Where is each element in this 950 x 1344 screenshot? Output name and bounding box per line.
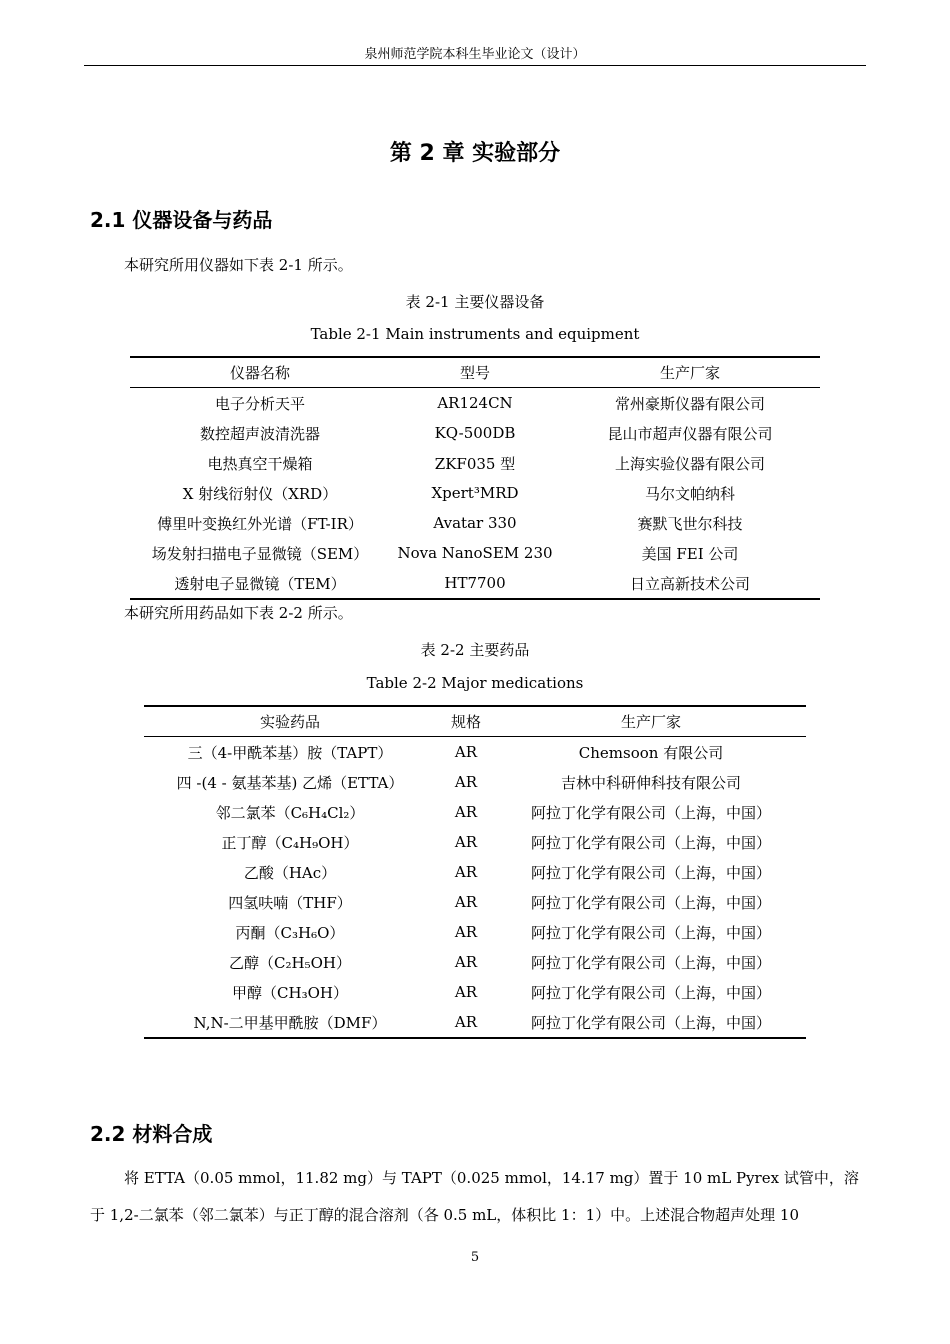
table-row: [130, 508, 820, 538]
table1-caption-en: Table 2-1 Main instruments and equipment: [310, 325, 640, 343]
table2-caption-en: Table 2-2 Major medications: [366, 674, 584, 692]
column-header: 仪器名称: [130, 357, 390, 388]
table-cell: AR: [454, 743, 478, 761]
table-cell: 吉林中科研伸科技有限公司: [560, 773, 741, 792]
table-cell: 阿拉丁化学有限公司（上海，中国）: [530, 953, 771, 972]
table-cell: AR: [454, 893, 478, 911]
intro2-text: 本研究所用药品如下表 2-2 所示。: [124, 604, 353, 622]
table-cell: 昆山市超声仪器有限公司: [607, 424, 773, 443]
column-header: 生产厂家: [560, 357, 820, 388]
table-cell: AR: [454, 983, 478, 1001]
table-cell: 阿拉丁化学有限公司（上海，中国）: [530, 863, 771, 882]
table-cell: Nova NanoSEM 230: [397, 544, 553, 562]
table-cell: 甲醇（CH₃OH）: [232, 983, 348, 1002]
table-cell: 美国 FEI 公司: [641, 544, 739, 563]
table-cell: 电热真空干燥箱: [207, 454, 313, 473]
table-cell: 阿拉丁化学有限公司（上海，中国）: [530, 893, 771, 912]
table-cell: 傅里叶变换红外光谱（FT-IR）: [157, 514, 363, 533]
table-row: [144, 917, 806, 947]
intro-text: 本研究所用仪器如下表 2-1 所示。: [124, 256, 353, 274]
instruments-table: [130, 356, 820, 600]
table-cell: AR: [454, 803, 478, 821]
table-row: [144, 1007, 806, 1038]
column-header: 生产厂家: [496, 706, 806, 737]
table-row: [144, 857, 806, 887]
table-cell: AR: [454, 833, 478, 851]
table-cell: AR: [454, 1013, 478, 1031]
table-cell: 赛默飞世尔科技: [637, 514, 743, 533]
table-row: [130, 418, 820, 448]
table-cell: 日立高新技术公司: [629, 574, 750, 593]
table-cell: 丙酮（C₃H₆O）: [235, 923, 345, 942]
table-row: [144, 947, 806, 977]
table-cell: AR: [454, 923, 478, 941]
table-cell: 阿拉丁化学有限公司（上海，中国）: [530, 923, 771, 942]
table-row: [130, 478, 820, 508]
table-row: [144, 797, 806, 827]
table-cell: AR124CN: [437, 394, 513, 412]
table-cell: 透射电子显微镜（TEM）: [174, 574, 346, 593]
table-cell: AR: [454, 773, 478, 791]
table-row: [144, 827, 806, 857]
table-row: [130, 448, 820, 478]
table-header-row: [130, 357, 820, 388]
table1-caption-cn: 表 2-1 主要仪器设备: [405, 293, 545, 311]
table-header-row: [144, 706, 806, 737]
table2-caption-cn: 表 2-2 主要药品: [420, 641, 530, 659]
table-cell: 邻二氯苯（C₆H₄Cl₂）: [215, 803, 365, 822]
table-cell: X 射线衍射仪（XRD）: [182, 484, 338, 503]
table-row: [144, 767, 806, 797]
table-cell: 三（4-甲酰苯基）胺（TAPT）: [187, 743, 393, 762]
column-header: 型号: [390, 357, 560, 388]
intro-paragraph: [90, 247, 862, 284]
chapter-title: 第 2 章 实验部分: [389, 141, 561, 166]
table-cell: 阿拉丁化学有限公司（上海，中国）: [530, 1013, 771, 1032]
table-cell: 常州豪斯仪器有限公司: [614, 394, 765, 413]
table-cell: Chemsoon 有限公司: [578, 743, 724, 762]
table-cell: AR: [454, 953, 478, 971]
medications-table: [144, 705, 806, 1039]
table-cell: 四 -(4 - 氨基苯基) 乙烯（ETTA）: [176, 773, 404, 792]
column-header: 实验药品: [144, 706, 436, 737]
synthesis-line-1: 将 ETTA（0.05 mmol，11.82 mg）与 TAPT（0.025 mmol，14.17 mg）置于 10 mL Pyrex 试管中，溶: [124, 1169, 859, 1187]
table-row: [144, 737, 806, 768]
table-cell: 乙酸（HAc）: [243, 863, 337, 882]
table-cell: 阿拉丁化学有限公司（上海，中国）: [530, 833, 771, 852]
table-cell: 四氢呋喃（THF）: [228, 893, 352, 912]
table-cell: 阿拉丁化学有限公司（上海，中国）: [530, 983, 771, 1002]
table-row: [130, 538, 820, 568]
column-header: 规格: [436, 706, 496, 737]
intro2-paragraph: [90, 595, 862, 632]
table-cell: 乙醇（C₂H₅OH）: [229, 953, 351, 972]
table-cell: 数控超声波清洗器: [199, 424, 320, 443]
table-cell: ZKF035 型: [434, 454, 516, 473]
section-title-2-2: 2.2 材料合成: [90, 1122, 213, 1146]
table-cell: Xpert³MRD: [431, 484, 519, 502]
table-row: [130, 388, 820, 419]
page-header: 泉州师范学院本科生毕业论文（设计）: [84, 46, 866, 66]
table-row: [144, 887, 806, 917]
synthesis-paragraph: [90, 1160, 862, 1234]
table-cell: N,N-二甲基甲酰胺（DMF）: [193, 1013, 387, 1032]
table-cell: 正丁醇（C₄H₉OH）: [221, 833, 359, 852]
table-cell: 阿拉丁化学有限公司（上海，中国）: [530, 803, 771, 822]
table-cell: KQ-500DB: [434, 424, 516, 442]
table-cell: Avatar 330: [433, 514, 517, 532]
table-cell: HT7700: [444, 574, 506, 592]
table-cell: 马尔文帕纳科: [644, 484, 735, 503]
synthesis-line-2: 于 1,2-二氯苯（邻二氯苯）与正丁醇的混合溶剂（各 0.5 mL，体积比 1：1）中。上述混合物超声处理 10: [90, 1206, 799, 1224]
section-title-2-1: 2.1 仪器设备与药品: [90, 208, 273, 232]
table-row: [144, 977, 806, 1007]
page-number: 5: [470, 1250, 480, 1265]
table-cell: 上海实验仪器有限公司: [614, 454, 765, 473]
table-cell: 场发射扫描电子显微镜（SEM）: [151, 544, 369, 563]
table-cell: AR: [454, 863, 478, 881]
table-cell: 电子分析天平: [214, 394, 305, 413]
